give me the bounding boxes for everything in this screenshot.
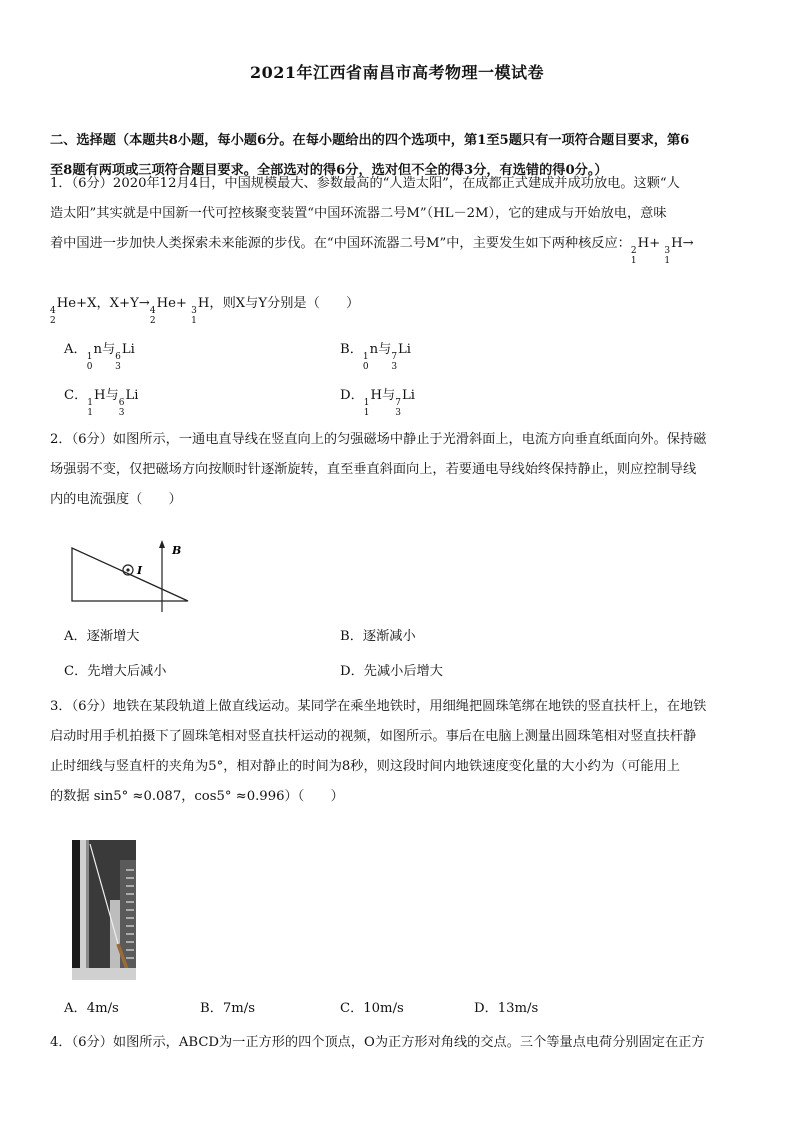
question-2	[50, 425, 750, 515]
q1-option-c[interactable]: C． 1 1 H与 6 3 Li	[64, 388, 139, 418]
q2-line-1: 2．（6分）如图所示，一通电直导线在竖直向上的匀强磁场中静止于光滑斜面上，电流方向垂直纸面向外。保持磁	[50, 432, 707, 447]
section-line-2: 至8题有两项或三项符合题目要求。全部选对的得6分，选对但不全的得3分，有选错的得0分。）	[50, 163, 608, 178]
q2-option-a[interactable]: A．逐渐增大	[64, 629, 140, 644]
q1-line-4	[50, 292, 750, 326]
q2-line-2: 场强弱不变，仅把磁场方向按顺时针逐渐旋转，直至垂直斜面向上，若要通电导线始终保持静止，则应控制导线	[50, 462, 697, 477]
subway-pole-photo	[72, 840, 136, 980]
page-title: 2021年江西省南昌市高考物理一模试卷	[249, 63, 545, 82]
current-out-dot-icon	[126, 568, 129, 571]
question-4	[50, 1028, 750, 1058]
question-3	[50, 692, 750, 812]
q2-option-b[interactable]: B．逐渐减小	[340, 629, 416, 644]
nuclide-deuterium: 2 1 H+	[630, 236, 661, 266]
incline-figure	[66, 538, 196, 614]
q3-line-2: 启动时用手机拍摄下了圆珠笔相对竖直扶杆运动的视频，如图所示。事后在电脑上测量出圆珠笔相对竖直扶杆静	[50, 729, 697, 744]
label-i: I	[137, 564, 143, 577]
field-arrow-icon	[159, 540, 165, 548]
question-1	[50, 169, 750, 266]
q2-option-d[interactable]: D．先减小后增大	[340, 664, 443, 679]
q1-line-1: 1．（6分）2020年12月4日，中国规模最大、参数最高的“人造太阳”，在成都正式建成并成功放电。这颗“人	[50, 176, 680, 191]
q1-line-2: 造太阳”其实就是中国新一代可控核聚变装置“中国环流器二号M”（HL－2M），它的建成与开始放电，意味	[50, 206, 667, 221]
q3-option-c[interactable]: C．10m/s	[340, 1001, 404, 1016]
nuclide-tritium-2: 3 1 H，则X与Y分别是（ ）	[191, 296, 360, 326]
nuclide-helium-2: 4 2 He+	[149, 296, 187, 326]
q3-option-d[interactable]: D．13m/s	[474, 1001, 539, 1016]
q2-line-3: 内的电流强度（ ）	[50, 492, 182, 507]
q1-option-a[interactable]: A． 1 0 n与 6 3 Li	[64, 342, 135, 372]
q1-option-b[interactable]: B． 1 0 n与 7 3 Li	[340, 342, 412, 372]
q3-option-b[interactable]: B．7m/s	[200, 1001, 255, 1016]
q4-line-1: 4．（6分）如图所示，ABCD为一正方形的四个顶点，O为正方形对角线的交点。三个等量点电荷分别固定在正方	[50, 1035, 705, 1050]
q1-line-3: 着中国进一步加快人类探索未来能源的步伐。在“中国环流器二号M”中，主要发生如下两种核反应： 2 1 H+ 3 1 H→	[50, 229, 750, 266]
nuclide-tritium: 3 1 H→	[664, 236, 694, 266]
q3-option-a[interactable]: A．4m/s	[64, 1001, 119, 1016]
nuclide-helium: 4 2 He+X，X+Y→	[50, 296, 150, 326]
label-b: B	[172, 544, 182, 557]
q2-option-c[interactable]: C．先增大后减小	[64, 664, 167, 679]
q3-line-3: 止时细线与竖直杆的夹角为5°，相对静止的时间为8秒，则这段时间内地铁速度变化量的大小约为（可能用上	[50, 759, 680, 774]
q3-line-1: 3．（6分）地铁在某段轨道上做直线运动。某同学在乘坐地铁时，用细绳把圆珠笔绑在地铁的竖直扶杆上，在地铁	[50, 699, 707, 714]
q3-line-4: 的数据 sin5° ≈0.087，cos5° ≈0.996）（ ）	[50, 789, 344, 804]
section-line-1: 二、选择题（本题共8小题，每小题6分。在每小题给出的四个选项中，第1至5题只有一项符合题目要求，第6	[50, 133, 690, 148]
q1-option-d[interactable]: D． 1 1 H与 7 3 Li	[340, 388, 415, 418]
